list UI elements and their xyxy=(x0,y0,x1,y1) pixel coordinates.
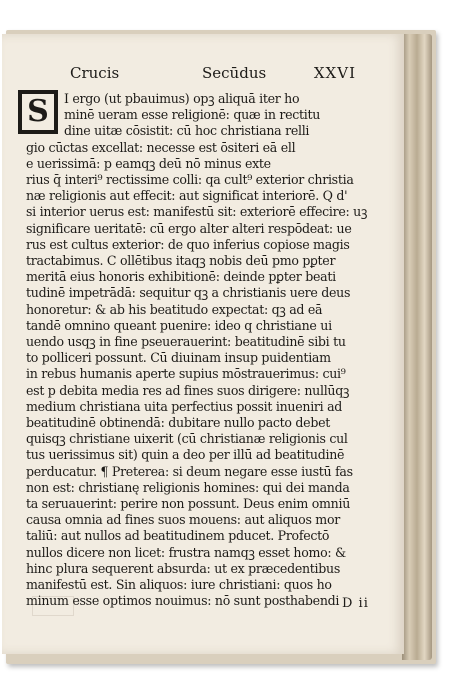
page-edges xyxy=(402,34,432,660)
running-section: Secūdus xyxy=(202,64,267,82)
text-line: tus uerissimus sit) quin a deo per illū ad beatitudinē xyxy=(26,447,345,463)
text-line: hinc plura sequerent absurda: ut ex præcedentibus xyxy=(26,560,341,576)
text-line: e uerissimā: p eamqꝫ deū nō minus exte xyxy=(26,155,271,171)
text-line: tandē omnino queant puenire: ideo q christiane ui xyxy=(26,317,332,333)
text-line: quisqꝫ christiane uixerit (cū christianæ religionis cul xyxy=(26,431,348,447)
text-line: to polliceri possunt. Cū diuinam insup puidentiam xyxy=(26,350,331,366)
text-line: dine uitæ cōsistit: cū hoc christiana relli xyxy=(64,123,310,139)
decorated-initial xyxy=(18,90,58,134)
text-line: minum esse optimos nouimus: nō sunt posthabendi xyxy=(26,593,340,609)
text-line: honoretur: & ab his beatitudo expectat: qꝫ ad eā xyxy=(26,301,323,317)
text-line: tudinē impetrādā: sequitur qꝫ a christianis uere deus xyxy=(26,285,351,301)
text-line: tractabimus. C ollētibus itaqꝫ nobis deū pmo pꝑter xyxy=(26,253,336,268)
text-line: si interior uerus est: manifestū sit: exteriorē effecire: uꝫ xyxy=(26,204,368,220)
text-line: meritā eius honoris exhibitionē: deinde pꝑter beati xyxy=(26,269,336,285)
text-line: significare ueritatē: cū ergo alter alteri respōdeat: ue xyxy=(26,220,352,236)
text-line: uendo usqꝫ in fine pseuerauerint: beatitudinē sibi tu xyxy=(26,334,346,349)
text-line: causa omnia ad fines suos mouens: aut aliquos mor xyxy=(26,512,340,528)
running-title: Crucis xyxy=(70,64,120,82)
text-line: gio cūctas excellat: necesse est ōsiteri eā ell xyxy=(26,139,296,155)
folio-number: XXVI xyxy=(313,64,356,82)
book-page xyxy=(2,34,404,654)
text-line: ta seruauerint: perire non possunt. Deus enim omniū xyxy=(26,496,351,511)
signature-mark: D ii xyxy=(342,596,369,611)
initial-letter: S xyxy=(22,94,54,130)
text-line: non est: christianę religionis homines: qui dei manda xyxy=(26,479,350,495)
text-line: medium christiana uita perfectius possit inueniri ad xyxy=(26,398,343,414)
text-line: taliū: aut nullos ad beatitudinem pducet. Profectō xyxy=(26,528,330,544)
text-line: beatitudinē obtinendā: dubitare nullo pacto debet xyxy=(26,415,330,430)
text-line: manifestū est. Sin aliquos: iure christiani: quos ho xyxy=(26,577,332,592)
faint-stamp-mark xyxy=(32,596,74,616)
text-line: rius q̄ interi⁹ rectissime colli: qa cult⁹ exterior christia xyxy=(26,172,354,187)
text-line: in rebus humanis aperte supius mōstrauerimus: cui⁹ xyxy=(26,366,346,382)
text-line: I ergo (ut pbauimus) opꝫ aliquā iter ho xyxy=(64,91,300,106)
text-line: nullos dicere non licet: frustra namqꝫ esset homo: & xyxy=(26,544,346,560)
text-line: næ religionis aut effecit: aut significat interiorē. Q d' xyxy=(26,188,348,204)
text-line: rus est cultus exterior: de quo inferius copiose magis xyxy=(26,236,350,252)
text-line: perducatur. ¶ Preterea: si deum negare esse iustū fas xyxy=(26,463,353,479)
running-header xyxy=(70,64,356,86)
text-line: est p debita media res ad fines suos dirigere: nullūqꝫ xyxy=(26,382,350,398)
text-line: minē ueram esse religionē: quæ in rectitu xyxy=(64,107,321,123)
